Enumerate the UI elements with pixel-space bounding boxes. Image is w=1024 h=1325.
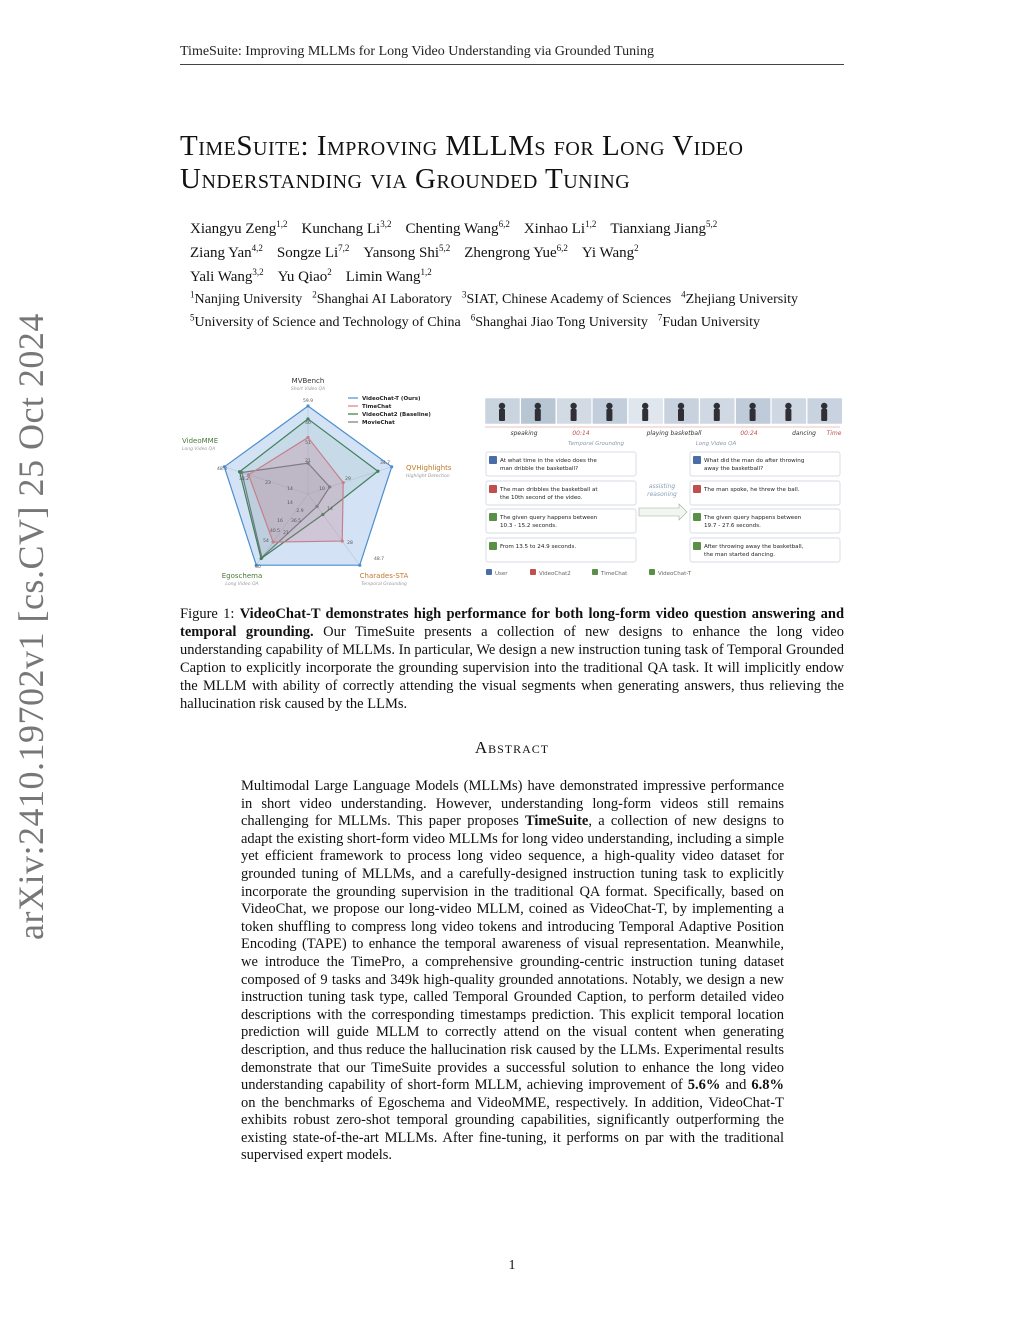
frame-figure-body (678, 409, 684, 421)
author: Yu Qiao$^2$ (277, 267, 332, 285)
legend-label: VideoChat-T (Ours) (362, 396, 421, 402)
chat-avatar-icon (489, 456, 497, 464)
frame-figure-body (606, 409, 612, 421)
affiliation: $^3$SIAT, Chinese Academy of Sciences (462, 289, 672, 307)
abstract-text: Multimodal Large Language Models (MLLMs) have demonstrated impressive performance in short video understanding. However, understanding long-form videos still remains challenging for MLLMs. This paper proposes (241, 778, 784, 830)
affiliation: $^4$Zhejiang University (681, 289, 799, 307)
author: Songze Li$^{7,2}$ (276, 243, 350, 261)
radar-value-label: 10 (319, 487, 325, 492)
assist-arrow (639, 504, 687, 520)
timeline-label: dancing (792, 430, 816, 437)
legend-label: User (495, 571, 508, 577)
radar-point (390, 465, 393, 468)
abstract-bold: TimeSuite (524, 813, 589, 830)
radar-value-label: 60 (255, 565, 261, 570)
frame-figure-body (642, 409, 648, 421)
radar-chart (180, 372, 470, 587)
author: Tianxiang Jiang$^{5,2}$ (610, 219, 718, 237)
timeline-label: 00:14 (572, 430, 590, 437)
grounding-chat-text: From 13.5 to 24.9 seconds. (500, 544, 577, 550)
chat-bubble (486, 538, 636, 562)
qa-chat-text: the man started dancing. (704, 552, 775, 558)
frame-figure-head (785, 403, 791, 409)
chat-avatar-icon (693, 456, 701, 464)
assist-label: reasoning (647, 491, 677, 498)
affiliation: $^1$Nanjing University (190, 289, 303, 307)
radar-value-label: 36.5 (290, 519, 302, 524)
abstract-bold: 6.8% (751, 1077, 784, 1094)
radar-axis-sublabel: Highlight Detection (406, 474, 450, 479)
radar-axis-label: MVBench (291, 377, 325, 385)
radar-value-label: 38.2 (238, 477, 250, 482)
legend-label: VideoChat2 (539, 571, 571, 577)
frame-figure-body (535, 409, 541, 421)
radar-value-label: 23 (265, 481, 271, 486)
radar-value-label: 54 (263, 539, 269, 544)
frame-figure-head (714, 403, 720, 409)
legend-icon (530, 569, 536, 575)
author-line (190, 215, 850, 239)
radar-value-label: 16 (277, 519, 283, 524)
abstract-text: , a collection of new designs to adapt the existing short-form video MLLMs for long video understanding, including a simple yet efficient framework to process long video sequence, a high-quality video dataset for grounded tuning of MLLMs, and a carefully-designed instruction tuning task to explicitly incorporate the grounding supervision in the traditional QA format. Specifically, based on VideoChat, we propose our long-video MLLM, coined as VideoChat-T, by implementing a token shuffling to compress long video tokens and introducing Temporal Adaptive Position Encoding (TAPE) to enhance the temporal awareness of visual representation. Meanwhile, we introduce the TimePro, a comprehensive grounding-centric instruction tuning dataset composed of 9 tasks and 349k high-quality grounded annotations. Notably, we design a new instruction tuning task type, called Temporal Grounded Caption, to perform detailed video descriptions with the corresponding timestamps prediction. This explicit temporal location prediction will guide MLLM to correctly attend on the visual content when generating description, and thus reduce the hallucination risk caused by the LLMs. Experimental results demonstrate that our TimeSuite provides a successful solution to enhance the long video understanding capability of short-form MLLM, achieving improvement of (241, 813, 784, 1094)
section-label: Temporal Grounding (567, 441, 625, 447)
radar-value-label: 14 (287, 501, 293, 506)
affiliation-line (190, 309, 880, 333)
author: Yi Wang$^2$ (581, 243, 639, 261)
timeline-label: playing basketball (646, 430, 702, 437)
caption-bold: VideoChat-T demonstrates high performance for both long-form video question answering and temporal grounding. (180, 606, 845, 640)
grounding-chat-text: The given query happens between (500, 515, 598, 521)
chat-avatar-icon (693, 542, 701, 550)
frame-figure-head (749, 403, 755, 409)
radar-axis-label: QVHighlights (406, 464, 452, 472)
grounding-chat-text: the 10th second of the video. (500, 495, 583, 501)
arxiv-stamp: arXiv:2410.19702v1 [cs.CV] 25 Oct 2024 (11, 313, 51, 940)
chat-bubble (486, 509, 636, 533)
radar-axis-sublabel: Long Video QA (182, 447, 216, 452)
legend-label: MovieChat (362, 420, 395, 426)
radar-value-label: 51 (305, 441, 311, 446)
radar-value-label: 14 (327, 507, 333, 512)
chat-avatar-icon (489, 513, 497, 521)
author: Limin Wang$^{1,2}$ (345, 267, 432, 285)
frame-figure-head (570, 403, 576, 409)
chat-bubble (690, 509, 840, 533)
chat-avatar-icon (693, 485, 701, 493)
affiliation: $^5$University of Science and Technology of China (190, 312, 461, 331)
radar-series (224, 406, 391, 565)
affiliation-line (190, 285, 880, 309)
author: Chenting Wang$^{6,2}$ (405, 219, 510, 237)
legend-label: VideoChat2 (Baseline) (362, 412, 431, 418)
affiliation: $^2$Shanghai AI Laboratory (312, 289, 453, 307)
author: Ziang Yan$^{4,2}$ (190, 243, 263, 261)
author: Xinhao Li$^{1,2}$ (523, 219, 597, 237)
radar-point (358, 564, 361, 567)
chat-avatar-icon (693, 513, 701, 521)
affiliation: $^7$Fudan University (657, 312, 760, 331)
frame-figure-body (571, 409, 577, 421)
chat-bubble (486, 452, 636, 476)
abstract-text: on the benchmarks of Egoschema and VideoMME, respectively. In addition, VideoChat-T exhibits robust zero-shot temporal grounding capabilities, significantly outperforming the existing state-of-the-art MLLMs. After fine-tuning, it performs on par with the traditional supervised expert models. (241, 1094, 784, 1164)
frame-figure-head (821, 403, 827, 409)
radar-axis-sublabel: Short Video QA (290, 387, 326, 392)
frame-figure-body (750, 409, 756, 421)
author-line (190, 263, 850, 287)
author: Xiangyu Zeng$^{1,2}$ (190, 219, 288, 237)
radar-value-label: 48.7 (373, 557, 385, 562)
legend-label: TimeChat (362, 404, 392, 410)
frame-figure-body (785, 409, 791, 421)
frame-figure-head (678, 403, 684, 409)
radar-value-label: 46 (305, 421, 311, 426)
chat-bubble (690, 452, 840, 476)
affiliation-list (190, 285, 880, 332)
frame-figure-body (821, 409, 827, 421)
author: Yansong Shi$^{5,2}$ (363, 243, 451, 261)
timeline-label: Time (826, 430, 842, 437)
timeline-label: speaking (510, 430, 538, 437)
qa-chat-text: away the basketball? (704, 466, 764, 472)
radar-value-label: 29 (345, 477, 351, 482)
frame-figure-body (499, 409, 505, 421)
radar-value-label: 14 (287, 487, 293, 492)
radar-axis-label: Egoschema (221, 572, 263, 580)
qa-chat-text: 19.7 - 27.6 seconds. (704, 523, 761, 529)
figure-caption (180, 605, 844, 713)
author: Yali Wang$^{3,2}$ (190, 267, 264, 285)
title-line-2: Understanding via Grounded Tuning (180, 163, 631, 195)
radar-value-label: 21 (283, 531, 289, 536)
radar-value-label: 40.5 (269, 529, 281, 534)
grounding-chat-text: 10.3 - 15.2 seconds. (500, 523, 557, 529)
grounding-chat-text: man dribble the basketball? (500, 466, 579, 472)
section-label: Long Video QA (695, 441, 737, 447)
grounding-chat-text: The man dribbles the basketball at (500, 487, 598, 493)
legend-icon (592, 569, 598, 575)
radar-value-label: 28 (347, 541, 353, 546)
chat-bubble (690, 538, 840, 562)
frame-figure-head (499, 403, 505, 409)
running-head: TimeSuite: Improving MLLMs for Long Video Understanding via Grounded Tuning (180, 44, 844, 65)
qa-chat-text: The man spoke, he threw the ball. (704, 487, 800, 493)
legend-label: TimeChat (601, 571, 628, 577)
radar-axis-label: VideoMME (182, 437, 219, 445)
author-line (190, 239, 850, 263)
legend-icon (486, 569, 492, 575)
frame-figure-body (714, 409, 720, 421)
chat-bubble (690, 481, 840, 505)
radar-value-label: 34.7 (379, 461, 391, 466)
paper-title (180, 130, 860, 196)
radar-point (306, 404, 309, 407)
abstract-heading: Abstract (474, 738, 550, 757)
radar-axis-sublabel: Temporal Grounding (361, 582, 407, 587)
frame-figure-head (606, 403, 612, 409)
title-line-1: TimeSuite: Improving MLLMs for Long Video (180, 130, 744, 162)
page-number: 1 (508, 1258, 516, 1273)
radar-axis-sublabel: Long Video QA (225, 582, 259, 587)
caption-label: Figure 1: (180, 606, 240, 622)
legend-label: VideoChat-T (658, 571, 692, 577)
radar-value-label: 2.9 (296, 509, 304, 514)
legend-icon (649, 569, 655, 575)
grounding-chat-text: At what time in the video does the (500, 458, 597, 464)
affiliation: $^6$Shanghai Jiao Tong University (470, 312, 648, 331)
frame-figure-head (642, 403, 648, 409)
author: Kunchang Li$^{3,2}$ (301, 219, 392, 237)
frame-figure-head (535, 403, 541, 409)
chat-avatar-icon (489, 485, 497, 493)
radar-axis-label: Charades-STA (359, 572, 409, 580)
abstract-text: and (720, 1077, 752, 1094)
author-list (190, 215, 850, 287)
qa-chat-text: What did the man do after throwing (704, 458, 805, 464)
radar-value-label: 59.9 (302, 399, 314, 404)
radar-value-label: 21 (305, 459, 311, 464)
assist-label: assisting (648, 483, 676, 490)
chat-avatar-icon (489, 542, 497, 550)
chat-bubble (486, 481, 636, 505)
abstract-body (241, 778, 784, 1165)
grounding-illustration (484, 396, 844, 582)
abstract-bold: 5.6% (687, 1077, 721, 1094)
timeline-label: 00:24 (740, 430, 758, 437)
radar-value-label: 48.3 (216, 467, 228, 472)
caption-text: Our TimeSuite presents a collection of new designs to enhance the long video understanding capability of MLLMs. In particular, We design a new instruction tuning task of Temporal Grounded Caption to explicitly incorporate the grounding supervision into the traditional QA task. It will implicitly endow the MLLM with ability of correctly attending the visual segments when generating answers, thus relieving the hallucination risk caused by the LLMs. (180, 624, 844, 712)
qa-chat-text: The given query happens between (704, 515, 802, 521)
qa-chat-text: After throwing away the basketball, (704, 544, 804, 550)
author: Zhengrong Yue$^{6,2}$ (464, 243, 568, 261)
